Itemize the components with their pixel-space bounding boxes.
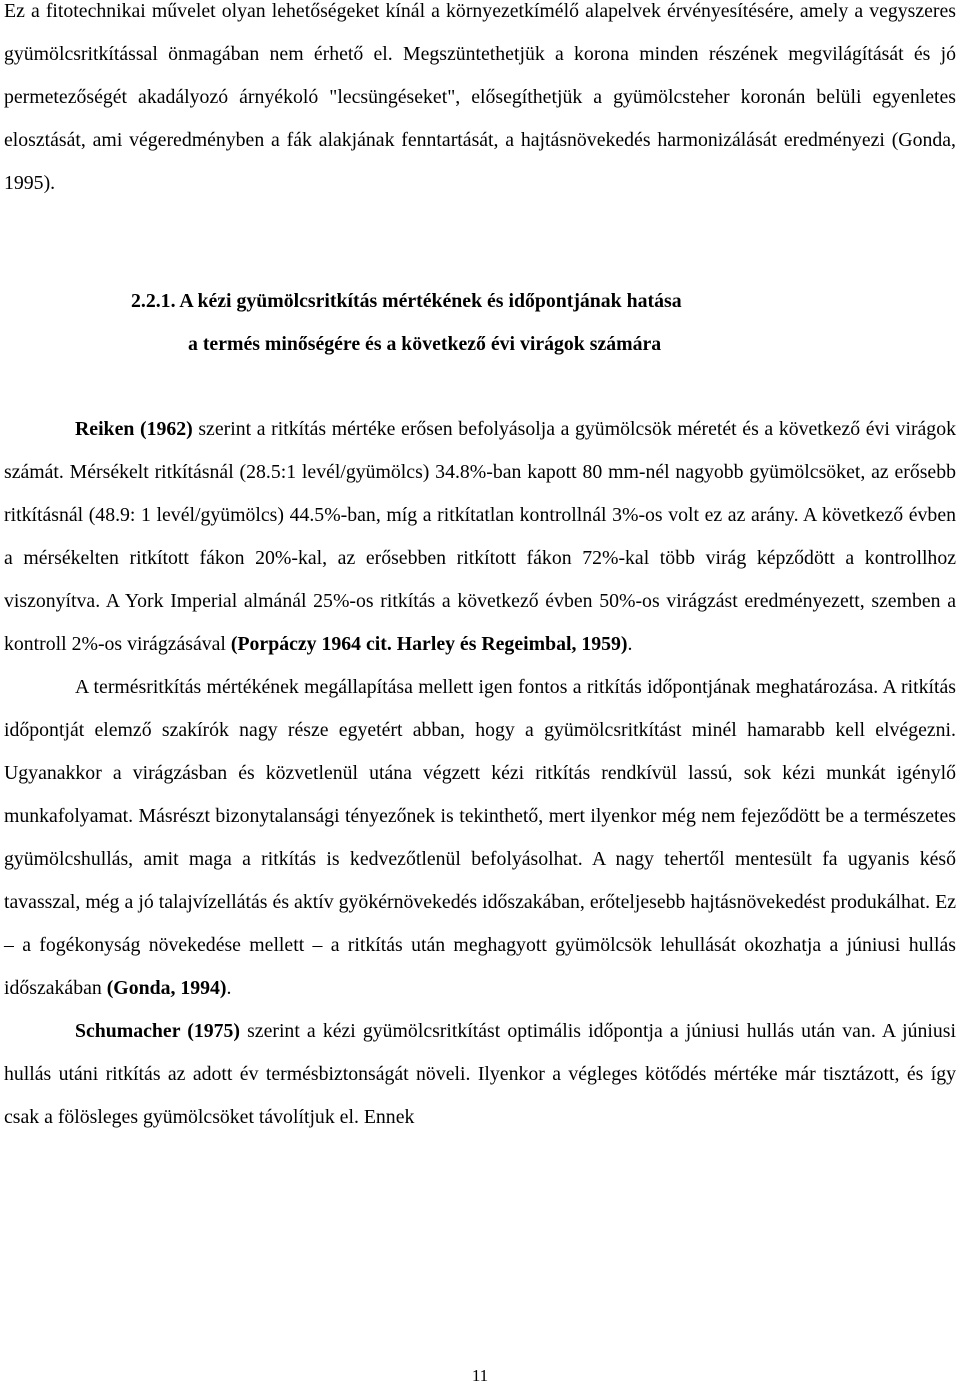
paragraph-text: szerint a kézi gyümölcsritkítást optimális időpontja a júniusi hullás után van. A júniusi hullás utáni ritkítás az adott év termésbiztonságát növeli. Ilyenkor a végleges kötődés mértéke már tisztázott, és így csak a fölösleges gyümölcsöket távolítjuk el. Ennek (4, 1020, 956, 1128)
reference-citation: (Gonda, 1994) (106, 977, 227, 999)
document-page (4, 0, 956, 1139)
spacer (4, 366, 956, 408)
intro-paragraph (4, 0, 956, 205)
paragraph-reiken (4, 408, 956, 666)
author-citation: Reiken (1962) (75, 418, 193, 440)
section-heading-line-2: a termés minőségére és a következő évi virágok számára (188, 333, 662, 355)
reference-citation: (Porpáczy 1964 cit. Harley és Regeimbal, 1959) (230, 633, 628, 655)
page-number: 11 (471, 1366, 489, 1385)
paragraph-text: szerint a ritkítás mértéke erősen befolyásolja a gyümölcsök méretét és a következő évi virágok számát. Mérsékelt ritkításnál (28.5:1 levél/gyümölcs) 34.8%-ban kapott 80 mm-nél nagyobb gyümölcsöket, az erősebb ritkításnál (48.9: 1 levél/gyümölcs) 44.5%-ban, míg a ritkítatlan kontrollnál 3%-os volt ez az arány. A következő évben a mérsékelten ritkított fákon 20%-kal, az erősebben ritkított fákon 72%-kal több virág képződött a kontrollhoz viszonyítva. A York Imperial almánál 25%-os ritkítás a következő évben 50%-os virágzást eredményezett, szemben a kontroll 2%-os virágzásával (4, 418, 956, 655)
paragraph-timing (4, 666, 956, 1010)
intro-paragraph-text: Ez a fitotechnikai művelet olyan lehetőségeket kínál a környezetkímélő alapelvek érvényesítésére, amely a vegyszeres gyümölcsritkítással önmagában nem érhető el. Megszüntethetjük a korona minden részének megvilágítását és jó permetezőségét akadályozó árnyékoló "lecsüngéseket", elősegíthetjük a gyümölcsteher koronán belüli egyenletes elosztását, ami végeredményben a fák alakjának fenntartását, a hajtásnövekedés harmonizálását eredményezi (Gonda, 1995). (4, 0, 956, 194)
section-heading-line-1: 2.2.1. A kézi gyümölcsritkítás mértékének és időpontjának hatása (131, 290, 682, 312)
spacer (4, 205, 956, 280)
section-heading (4, 280, 956, 366)
paragraph-schumacher (4, 1010, 956, 1139)
paragraph-end: . (226, 977, 232, 999)
paragraph-text: A termésritkítás mértékének megállapítása mellett igen fontos a ritkítás időpontjának meghatározása. A ritkítás időpontját elemző szakírók nagy része egyetért abban, hogy a gyümölcsritkítást minél hamarabb kell elvégezni. Ugyanakkor a virágzásban és közvetlenül utána végzett kézi ritkítás rendkívül lassú, sok kézi munkát igénylő munkafolyamat. Másrészt bizonytalansági tényezőnek is tekinthető, mert ilyenkor még nem fejeződött be a természetes gyümölcshullás, amit maga a ritkítás is kedvezőtlenül befolyásolhat. A nagy tehertől mentesült fa ugyanis késő tavasszal, még a jó talajvízellátás és aktív gyökérnövekedés időszakában, erőteljesebb hajtásnövekedést produkálhat. Ez – a fogékonyság növekedése mellett – a ritkítás után meghagyott gyümölcsök lehullását okozhatja a júniusi hullás időszakában (4, 676, 956, 999)
author-citation: Schumacher (1975) (75, 1020, 240, 1042)
paragraph-end: . (627, 633, 633, 655)
